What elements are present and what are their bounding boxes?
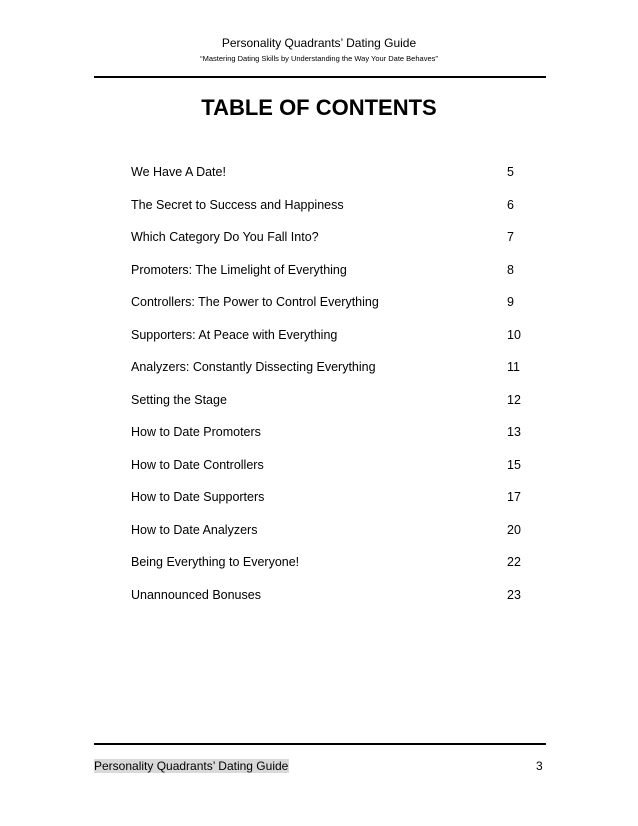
toc-entry-page: 23 (507, 587, 521, 602)
toc-entry (131, 197, 523, 230)
header-subtitle: “Mastering Dating Skills by Understanding the Way Your Date Behaves” (200, 54, 438, 63)
toc-entry-page: 11 (507, 360, 520, 374)
header-title: Personality Quadrants’ Dating Guide (221, 36, 417, 50)
toc-entry-page: 13 (507, 425, 521, 439)
toc-entry (131, 359, 523, 392)
toc-entry (131, 294, 523, 327)
toc-entry-label: Supporters: At Peace with Everything (131, 327, 338, 342)
toc-entry-page: 9 (507, 295, 514, 309)
toc-entry-label: Promoters: The Limelight of Everything (131, 262, 347, 277)
toc-entry (131, 587, 523, 620)
toc-entry-page: 22 (507, 555, 521, 569)
toc-entry-label: How to Date Analyzers (131, 522, 258, 537)
toc-entry (131, 489, 523, 522)
toc-entry (131, 229, 523, 262)
toc-entry (131, 457, 523, 490)
toc-entry-label: How to Date Promoters (131, 425, 261, 439)
toc-entry-page: 7 (507, 230, 514, 244)
toc-entry-label: How to Date Controllers (131, 457, 264, 472)
toc-entry (131, 327, 523, 360)
toc-entry-label: Analyzers: Constantly Dissecting Everything (131, 360, 376, 374)
toc-entry-label: Setting the Stage (131, 392, 227, 407)
toc-entry-page: 5 (507, 165, 514, 179)
page-title: TABLE OF CONTENTS (201, 95, 437, 120)
footer-page-number: 3 (536, 759, 543, 773)
toc-entry-page: 17 (507, 490, 521, 504)
toc-entry (131, 554, 523, 587)
toc-entry-page: 12 (507, 392, 521, 407)
toc-entry-label: We Have A Date! (131, 165, 226, 179)
header-divider (94, 76, 546, 78)
toc-entry-page: 20 (507, 522, 521, 537)
toc-entry (131, 392, 523, 425)
table-of-contents (131, 164, 523, 619)
footer-title: Personality Quadrants’ Dating Guide (94, 759, 289, 773)
toc-entry-label: Being Everything to Everyone! (131, 555, 300, 569)
toc-entry-label: Controllers: The Power to Control Everything (131, 295, 379, 309)
toc-entry-label: How to Date Supporters (131, 490, 265, 504)
toc-entry (131, 164, 523, 197)
toc-entry-label: Unannounced Bonuses (131, 587, 261, 602)
toc-entry (131, 424, 523, 457)
toc-entry-page: 6 (507, 197, 514, 212)
toc-entry (131, 522, 523, 555)
footer-divider (94, 743, 546, 745)
toc-entry-label: Which Category Do You Fall Into? (131, 230, 319, 244)
toc-entry (131, 262, 523, 295)
toc-entry-page: 10 (507, 327, 521, 342)
toc-entry-page: 8 (507, 262, 514, 277)
toc-entry-page: 15 (507, 457, 521, 472)
toc-entry-label: The Secret to Success and Happiness (131, 197, 344, 212)
